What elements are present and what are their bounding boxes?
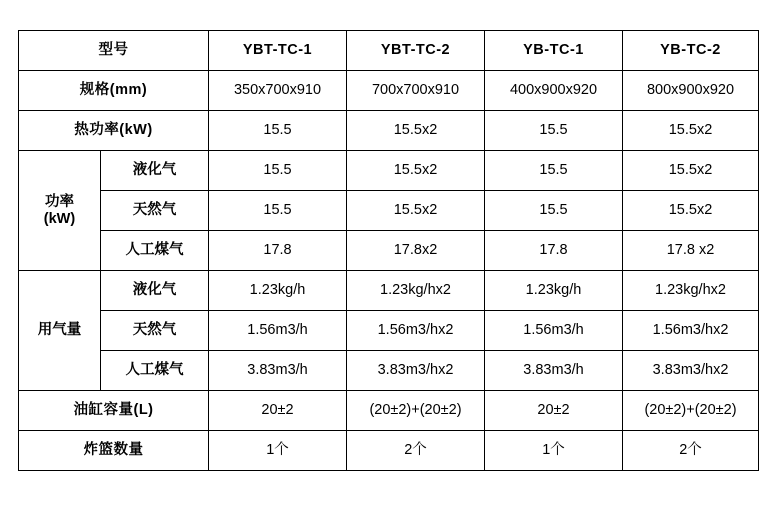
- cell-coal-gas-power-3: 17.8: [485, 231, 623, 271]
- cell-thermal-power-2: 15.5x2: [347, 111, 485, 151]
- table-row: [19, 231, 759, 271]
- cell-lpg-consumption-2: 1.23kg/hx2: [347, 271, 485, 311]
- table-row: [19, 151, 759, 191]
- subrow-label-lpg-power: 液化气: [101, 151, 209, 191]
- group-label-power-line2: (kW): [43, 210, 76, 227]
- subrow-label-coal-gas-consumption: 人工煤气: [101, 351, 209, 391]
- cell-natural-gas-consumption-1: 1.56m3/h: [209, 311, 347, 351]
- cell-dimensions-4: 800x900x920: [623, 71, 759, 111]
- group-label-power: [19, 151, 101, 271]
- cell-dimensions-1: 350x700x910: [209, 71, 347, 111]
- row-label-basket-count: 炸篮数量: [19, 431, 209, 471]
- cell-coal-gas-consumption-3: 3.83m3/h: [485, 351, 623, 391]
- header-model-4: YB-TC-2: [623, 31, 759, 71]
- cell-tank-capacity-2: (20±2)+(20±2): [347, 391, 485, 431]
- cell-natural-gas-power-4: 15.5x2: [623, 191, 759, 231]
- cell-tank-capacity-4: (20±2)+(20±2): [623, 391, 759, 431]
- cell-basket-count-2: 2个: [347, 431, 485, 471]
- cell-lpg-consumption-3: 1.23kg/h: [485, 271, 623, 311]
- header-model-3: YB-TC-1: [485, 31, 623, 71]
- cell-natural-gas-consumption-3: 1.56m3/h: [485, 311, 623, 351]
- row-label-tank-capacity: 油缸容量(L): [19, 391, 209, 431]
- cell-coal-gas-power-2: 17.8x2: [347, 231, 485, 271]
- header-model-1: YBT-TC-1: [209, 31, 347, 71]
- cell-thermal-power-3: 15.5: [485, 111, 623, 151]
- cell-dimensions-2: 700x700x910: [347, 71, 485, 111]
- cell-basket-count-1: 1个: [209, 431, 347, 471]
- cell-thermal-power-4: 15.5x2: [623, 111, 759, 151]
- cell-tank-capacity-3: 20±2: [485, 391, 623, 431]
- specification-table: [18, 30, 759, 471]
- table-row: [19, 431, 759, 471]
- cell-dimensions-3: 400x900x920: [485, 71, 623, 111]
- cell-lpg-power-3: 15.5: [485, 151, 623, 191]
- cell-coal-gas-consumption-4: 3.83m3/hx2: [623, 351, 759, 391]
- cell-lpg-power-4: 15.5x2: [623, 151, 759, 191]
- cell-lpg-consumption-1: 1.23kg/h: [209, 271, 347, 311]
- group-label-power-line1: 功率: [45, 193, 74, 210]
- table-row: [19, 311, 759, 351]
- cell-basket-count-3: 1个: [485, 431, 623, 471]
- cell-coal-gas-power-1: 17.8: [209, 231, 347, 271]
- subrow-label-lpg-consumption: 液化气: [101, 271, 209, 311]
- cell-lpg-power-2: 15.5x2: [347, 151, 485, 191]
- cell-coal-gas-consumption-2: 3.83m3/hx2: [347, 351, 485, 391]
- table-row: [19, 351, 759, 391]
- subrow-label-coal-gas-power: 人工煤气: [101, 231, 209, 271]
- header-label-cell: 型号: [19, 31, 209, 71]
- subrow-label-natural-gas-consumption: 天然气: [101, 311, 209, 351]
- table-row: [19, 191, 759, 231]
- cell-natural-gas-power-1: 15.5: [209, 191, 347, 231]
- table-row: [19, 391, 759, 431]
- row-label-thermal-power: 热功率(kW): [19, 111, 209, 151]
- cell-coal-gas-power-4: 17.8 x2: [623, 231, 759, 271]
- subrow-label-natural-gas-power: 天然气: [101, 191, 209, 231]
- cell-natural-gas-consumption-2: 1.56m3/hx2: [347, 311, 485, 351]
- header-model-2: YBT-TC-2: [347, 31, 485, 71]
- cell-tank-capacity-1: 20±2: [209, 391, 347, 431]
- table-row: [19, 111, 759, 151]
- table-row: [19, 271, 759, 311]
- cell-thermal-power-1: 15.5: [209, 111, 347, 151]
- cell-basket-count-4: 2个: [623, 431, 759, 471]
- cell-lpg-power-1: 15.5: [209, 151, 347, 191]
- cell-natural-gas-consumption-4: 1.56m3/hx2: [623, 311, 759, 351]
- cell-natural-gas-power-2: 15.5x2: [347, 191, 485, 231]
- group-label-gas-consumption: 用气量: [19, 271, 101, 391]
- table-header-row: [19, 31, 759, 71]
- specification-table-container: [18, 30, 758, 471]
- table-row: [19, 71, 759, 111]
- cell-natural-gas-power-3: 15.5: [485, 191, 623, 231]
- cell-coal-gas-consumption-1: 3.83m3/h: [209, 351, 347, 391]
- cell-lpg-consumption-4: 1.23kg/hx2: [623, 271, 759, 311]
- row-label-dimensions: 规格(mm): [19, 71, 209, 111]
